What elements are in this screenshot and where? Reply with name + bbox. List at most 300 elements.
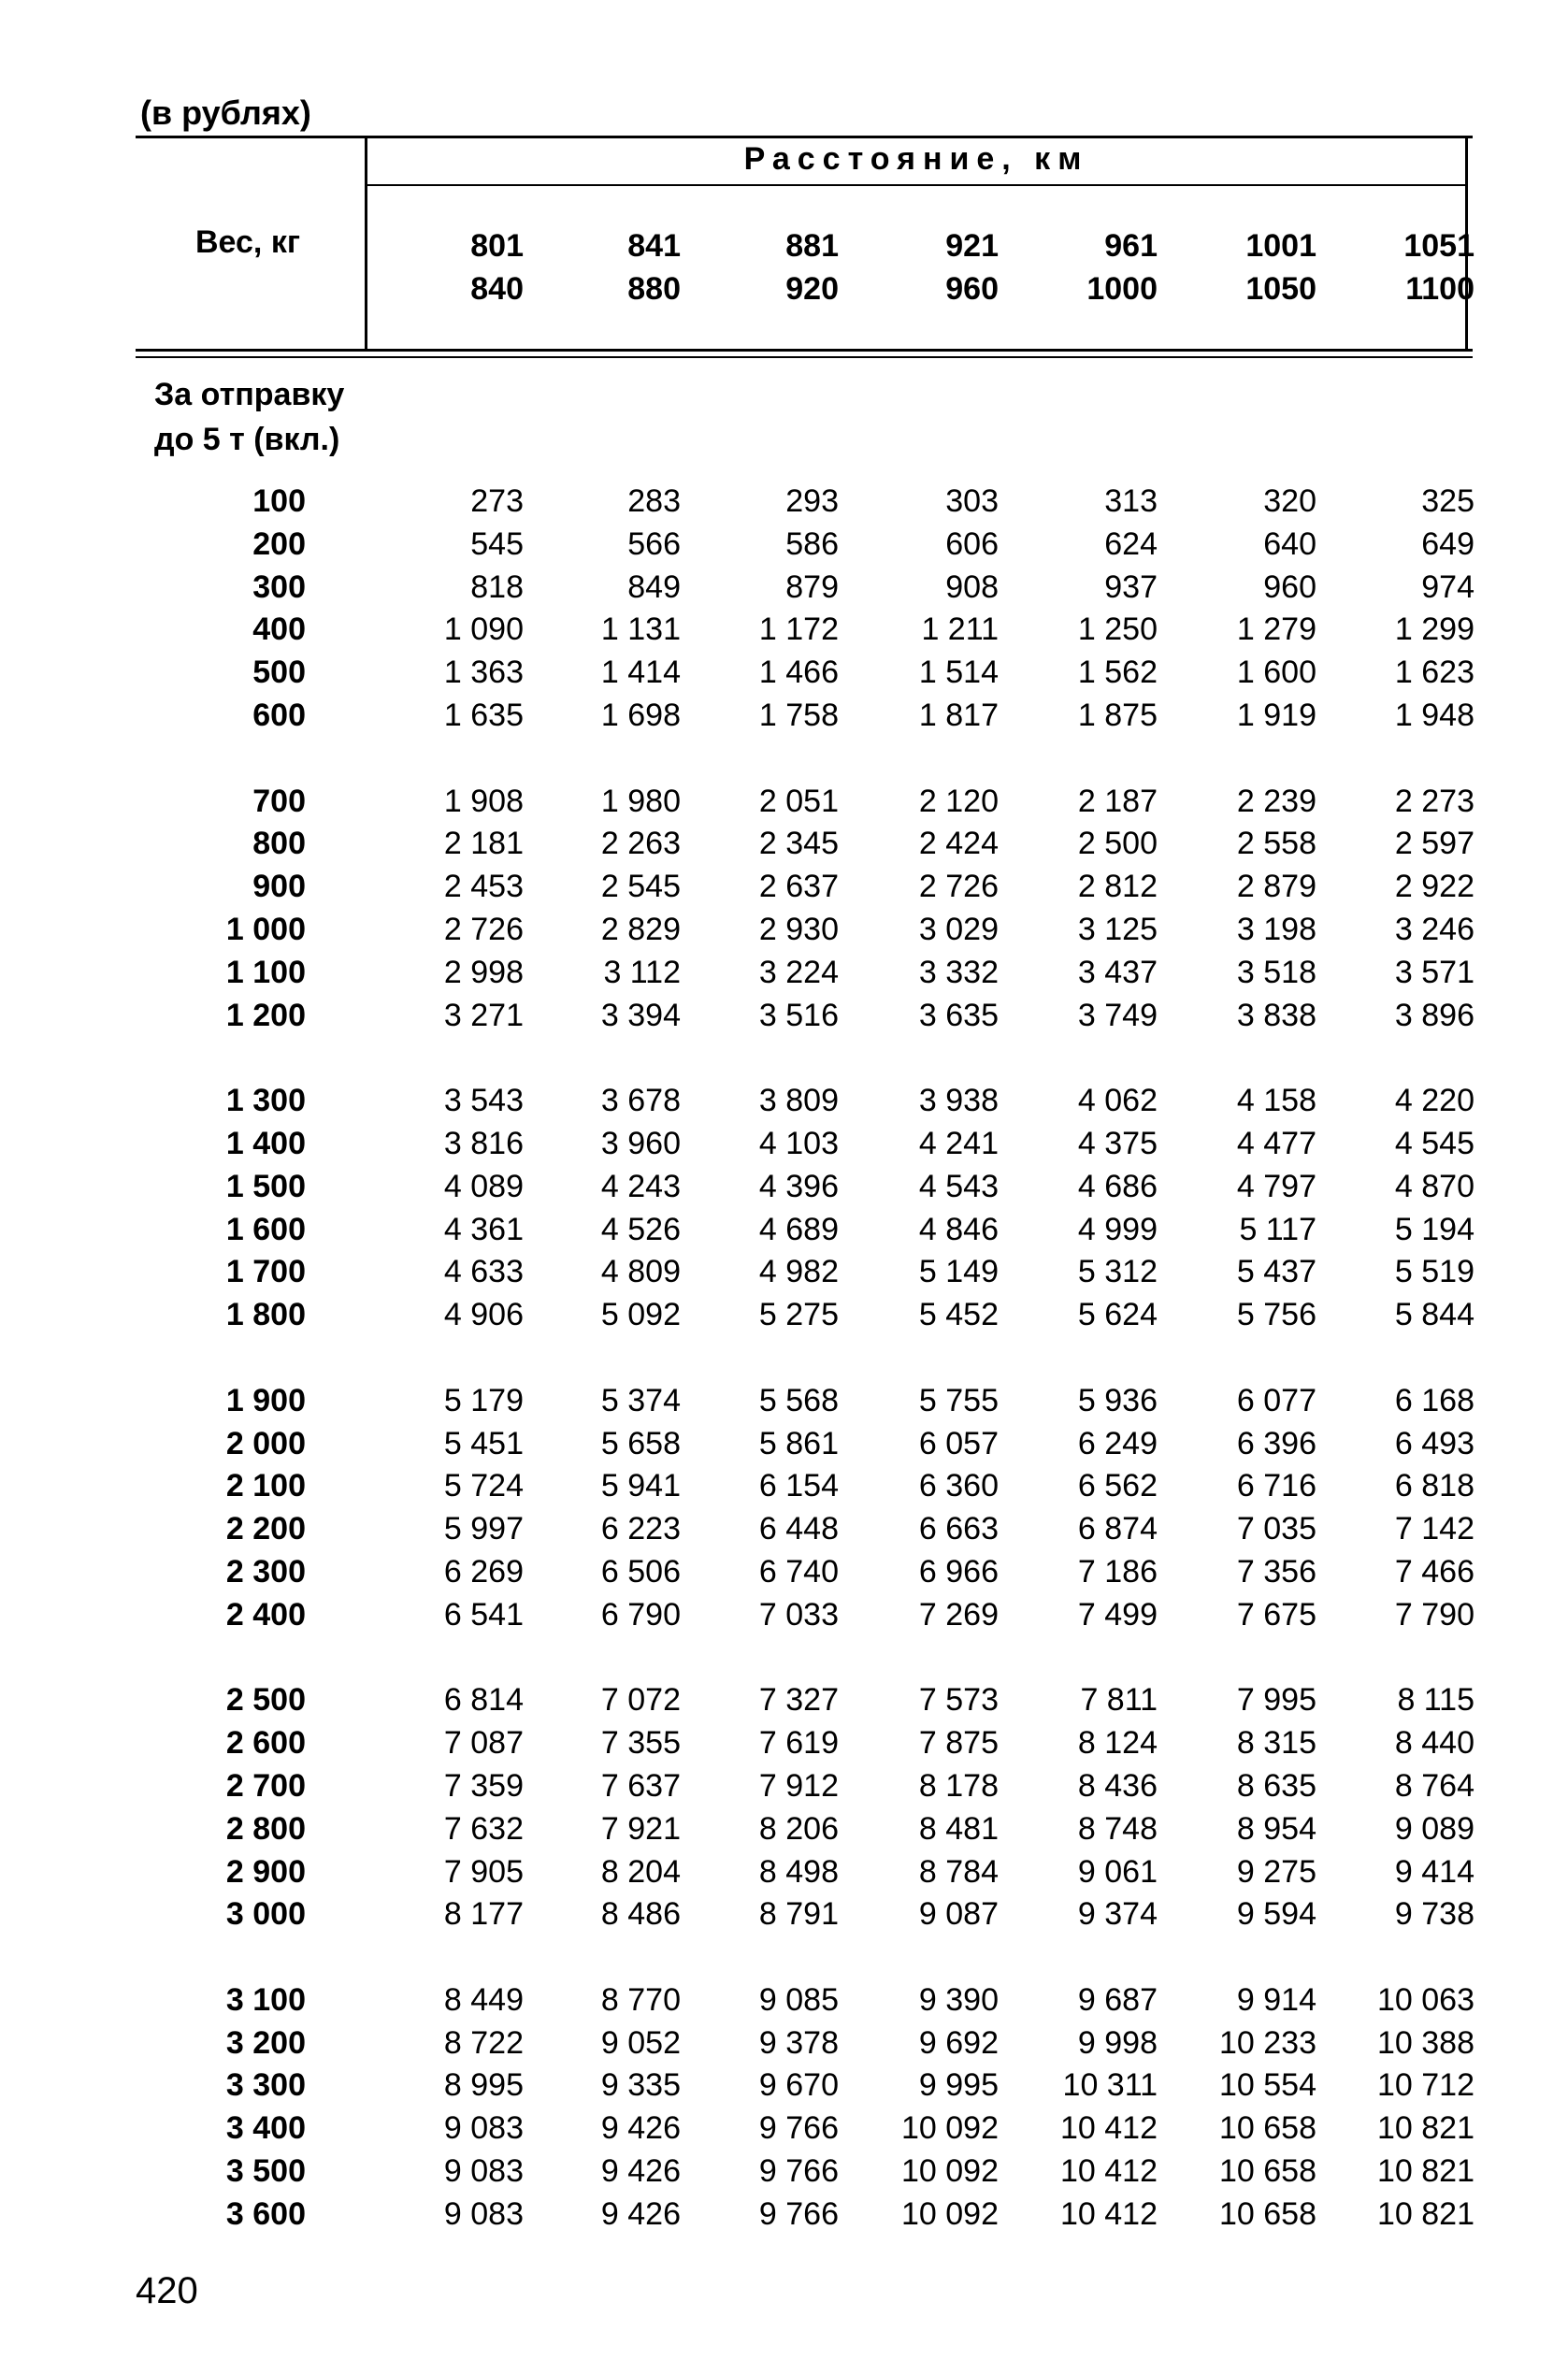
- price-cell: 9 275: [1236, 1853, 1316, 1890]
- table-row: [0, 695, 1568, 738]
- price-cell: 5 755: [918, 1382, 999, 1418]
- price-cell: 9 378: [758, 2024, 839, 2061]
- distance-range-4: [868, 224, 999, 310]
- price-cell: 10 063: [1377, 1981, 1474, 2018]
- price-cell: 325: [1421, 483, 1474, 519]
- price-cell: 3 678: [600, 1083, 681, 1119]
- price-cell: 2 239: [1236, 783, 1316, 819]
- price-cell: 7 072: [600, 1682, 681, 1719]
- distance-range-from: 801: [470, 228, 524, 264]
- price-cell: 7 466: [1394, 1553, 1474, 1590]
- table-row: [0, 1209, 1568, 1252]
- price-cell: 1 698: [600, 697, 681, 733]
- price-cell: 10 412: [1060, 2153, 1158, 2190]
- distance-range-3: [708, 224, 839, 310]
- price-cell: 7 811: [1080, 1682, 1158, 1719]
- price-cell: 6 874: [1077, 1511, 1158, 1547]
- table-header: [136, 136, 1473, 360]
- price-cell: 303: [945, 483, 999, 519]
- table-row: [0, 1423, 1568, 1466]
- distance-range-from: 841: [627, 228, 681, 264]
- group-spacer: [0, 1637, 1568, 1680]
- price-cell: 5 658: [600, 1425, 681, 1461]
- price-cell: 3 809: [758, 1083, 839, 1119]
- price-cell: 5 374: [600, 1382, 681, 1418]
- price-cell: 1 514: [918, 655, 999, 691]
- price-cell: 7 675: [1236, 1596, 1316, 1633]
- price-cell: 9 914: [1236, 1981, 1316, 2018]
- price-cell: 1 980: [600, 783, 681, 819]
- price-cell: 8 204: [600, 1853, 681, 1890]
- price-cell: 1 211: [921, 611, 999, 648]
- distance-range-1: [393, 224, 524, 310]
- price-cell: 320: [1263, 483, 1316, 519]
- price-cell: 879: [785, 568, 839, 605]
- group-spacer: [0, 738, 1568, 781]
- price-cell: 908: [945, 568, 999, 605]
- price-cell: 5 844: [1394, 1297, 1474, 1333]
- weight-cell: 2 900: [225, 1853, 306, 1890]
- weight-cell: 900: [252, 869, 306, 905]
- weight-cell: 500: [252, 655, 306, 691]
- price-cell: 8 995: [443, 2067, 524, 2104]
- price-cell: 6 740: [758, 1553, 839, 1590]
- group-spacer: [0, 1337, 1568, 1380]
- price-cell: 6 223: [600, 1511, 681, 1547]
- price-cell: 8 486: [600, 1896, 681, 1933]
- price-cell: 2 637: [758, 869, 839, 905]
- table-row: [0, 1380, 1568, 1423]
- price-cell: 4 396: [758, 1168, 839, 1204]
- price-cell: 3 938: [918, 1083, 999, 1119]
- table-row: [0, 995, 1568, 1038]
- table-row: [0, 1251, 1568, 1294]
- price-cell: 4 689: [758, 1211, 839, 1247]
- price-cell: 9 083: [443, 2195, 524, 2232]
- price-cell: 5 092: [600, 1297, 681, 1333]
- price-cell: 3 896: [1394, 997, 1474, 1033]
- price-cell: 6 790: [600, 1596, 681, 1633]
- weight-cell: 3 300: [225, 2067, 306, 2104]
- price-cell: 640: [1263, 525, 1316, 562]
- table-row: [0, 1722, 1568, 1765]
- price-cell: 4 477: [1236, 1125, 1316, 1161]
- price-cell: 8 770: [600, 1981, 681, 2018]
- price-cell: 293: [785, 483, 839, 519]
- price-cell: 9 083: [443, 2110, 524, 2147]
- price-cell: 3 125: [1077, 911, 1158, 947]
- price-cell: 5 568: [758, 1382, 839, 1418]
- weight-cell: 1 100: [225, 954, 306, 990]
- weight-column-header: Вес, кг: [195, 224, 300, 260]
- price-cell: 4 545: [1394, 1125, 1474, 1161]
- page-number: 420: [136, 2270, 198, 2311]
- weight-cell: 200: [252, 525, 306, 562]
- price-cell: 7 921: [600, 1810, 681, 1847]
- weight-cell: 2 300: [225, 1553, 306, 1590]
- price-cell: 10 658: [1219, 2153, 1316, 2190]
- price-cell: 7 499: [1077, 1596, 1158, 1633]
- price-cell: 8 206: [758, 1810, 839, 1847]
- price-cell: 6 663: [918, 1511, 999, 1547]
- table-row: [0, 1765, 1568, 1808]
- price-cell: 4 089: [443, 1168, 524, 1204]
- weight-cell: 1 500: [225, 1168, 306, 1204]
- price-cell: 7 186: [1077, 1553, 1158, 1590]
- distance-header: Расстояние, км: [743, 141, 1089, 177]
- price-cell: 2 812: [1077, 869, 1158, 905]
- price-cell: 5 194: [1394, 1211, 1474, 1247]
- price-cell: 3 749: [1077, 997, 1158, 1033]
- price-cell: 8 748: [1077, 1810, 1158, 1847]
- table-row: [0, 2022, 1568, 2065]
- tariff-table: [0, 481, 1568, 2237]
- weight-cell: 3 500: [225, 2153, 306, 2190]
- price-cell: 4 870: [1394, 1168, 1474, 1204]
- price-cell: 2 263: [600, 826, 681, 862]
- price-cell: 566: [627, 525, 681, 562]
- price-cell: 4 797: [1236, 1168, 1316, 1204]
- price-cell: 4 809: [600, 1254, 681, 1290]
- price-cell: 4 543: [918, 1168, 999, 1204]
- price-cell: 10 554: [1219, 2067, 1316, 2104]
- price-cell: 8 440: [1394, 1725, 1474, 1762]
- price-cell: 5 312: [1077, 1254, 1158, 1290]
- price-cell: 8 722: [443, 2024, 524, 2061]
- weight-cell: 2 200: [225, 1511, 306, 1547]
- price-cell: 586: [785, 525, 839, 562]
- price-cell: 1 363: [443, 655, 524, 691]
- price-cell: 8 177: [443, 1896, 524, 1933]
- price-cell: 9 089: [1394, 1810, 1474, 1847]
- price-cell: 5 997: [443, 1511, 524, 1547]
- price-cell: 1 250: [1077, 611, 1158, 648]
- price-cell: 4 103: [758, 1125, 839, 1161]
- price-cell: 8 315: [1236, 1725, 1316, 1762]
- distance-range-to: 1100: [1405, 271, 1474, 307]
- price-cell: 9 083: [443, 2153, 524, 2190]
- price-cell: 5 117: [1239, 1211, 1316, 1247]
- price-cell: 624: [1104, 525, 1158, 562]
- price-cell: 1 600: [1236, 655, 1316, 691]
- price-cell: 3 224: [758, 954, 839, 990]
- price-cell: 6 396: [1236, 1425, 1316, 1461]
- price-cell: 1 908: [443, 783, 524, 819]
- table-row: [0, 1893, 1568, 1936]
- price-cell: 2 273: [1394, 783, 1474, 819]
- price-cell: 6 818: [1394, 1468, 1474, 1504]
- header-bottom-rule-2: [136, 356, 1473, 358]
- price-cell: 6 269: [443, 1553, 524, 1590]
- weight-cell: 300: [252, 568, 306, 605]
- price-cell: 8 954: [1236, 1810, 1316, 1847]
- price-cell: 9 687: [1077, 1981, 1158, 2018]
- price-cell: 3 518: [1236, 954, 1316, 990]
- price-cell: 5 452: [918, 1297, 999, 1333]
- table-row: [0, 1294, 1568, 1337]
- price-cell: 3 029: [918, 911, 999, 947]
- weight-cell: 100: [252, 483, 306, 519]
- price-cell: 4 220: [1394, 1083, 1474, 1119]
- weight-cell: 2 400: [225, 1596, 306, 1633]
- price-cell: 3 437: [1077, 954, 1158, 990]
- price-cell: 9 766: [758, 2110, 839, 2147]
- weight-cell: 800: [252, 826, 306, 862]
- price-cell: 5 437: [1236, 1254, 1316, 1290]
- price-cell: 2 998: [443, 954, 524, 990]
- table-row: [0, 2065, 1568, 2108]
- price-cell: 8 124: [1077, 1725, 1158, 1762]
- weight-cell: 1 600: [225, 1211, 306, 1247]
- distance-range-to: 840: [470, 271, 524, 307]
- table-row: [0, 2151, 1568, 2194]
- price-cell: 4 633: [443, 1254, 524, 1290]
- weight-cell: 3 000: [225, 1896, 306, 1933]
- price-cell: 4 241: [918, 1125, 999, 1161]
- weight-cell: 1 900: [225, 1382, 306, 1418]
- price-cell: 3 516: [758, 997, 839, 1033]
- price-cell: 3 543: [443, 1083, 524, 1119]
- weight-cell: 1 400: [225, 1125, 306, 1161]
- price-cell: 849: [627, 568, 681, 605]
- price-cell: 606: [945, 525, 999, 562]
- price-cell: 9 426: [600, 2195, 681, 2232]
- table-row: [0, 781, 1568, 824]
- price-cell: 4 243: [600, 1168, 681, 1204]
- price-cell: 7 995: [1236, 1682, 1316, 1719]
- price-cell: 10 092: [901, 2153, 999, 2190]
- table-row: [0, 1166, 1568, 1209]
- price-cell: 4 361: [443, 1211, 524, 1247]
- price-cell: 10 821: [1377, 2153, 1474, 2190]
- price-cell: 10 388: [1377, 2024, 1474, 2061]
- price-cell: 5 724: [443, 1468, 524, 1504]
- price-cell: 3 838: [1236, 997, 1316, 1033]
- price-cell: 4 906: [443, 1297, 524, 1333]
- price-cell: 1 875: [1077, 697, 1158, 733]
- price-cell: 1 919: [1236, 697, 1316, 733]
- price-cell: 9 087: [918, 1896, 999, 1933]
- price-cell: 818: [470, 568, 524, 605]
- distance-range-6: [1186, 224, 1316, 310]
- weight-cell: 3 200: [225, 2024, 306, 2061]
- distance-range-to: 880: [627, 271, 681, 307]
- price-cell: 9 426: [600, 2110, 681, 2147]
- weight-cell: 2 000: [225, 1425, 306, 1461]
- price-cell: 6 966: [918, 1553, 999, 1590]
- section-title-line-1: За отправку: [154, 377, 345, 412]
- table-row: [0, 1594, 1568, 1637]
- price-cell: 1 635: [443, 697, 524, 733]
- distance-range-5: [1027, 224, 1158, 310]
- price-cell: 8 449: [443, 1981, 524, 2018]
- table-row: [0, 1979, 1568, 2022]
- price-cell: 3 394: [600, 997, 681, 1033]
- price-cell: 1 172: [758, 611, 839, 648]
- price-cell: 6 168: [1394, 1382, 1474, 1418]
- price-cell: 9 052: [600, 2024, 681, 2061]
- price-cell: 8 764: [1394, 1767, 1474, 1804]
- distance-range-to: 1050: [1245, 271, 1316, 307]
- distance-header-rule: [367, 184, 1465, 186]
- price-cell: 9 670: [758, 2067, 839, 2104]
- price-cell: 7 087: [443, 1725, 524, 1762]
- table-row: [0, 823, 1568, 866]
- weight-cell: 1 700: [225, 1254, 306, 1290]
- table-row: [0, 1080, 1568, 1123]
- price-cell: 2 424: [918, 826, 999, 862]
- price-cell: 4 158: [1236, 1083, 1316, 1119]
- weight-cell: 3 100: [225, 1981, 306, 2018]
- group-spacer: [0, 1037, 1568, 1080]
- weight-cell: 2 600: [225, 1725, 306, 1762]
- price-cell: 2 726: [918, 869, 999, 905]
- price-cell: 10 412: [1060, 2110, 1158, 2147]
- price-cell: 2 500: [1077, 826, 1158, 862]
- price-cell: 6 506: [600, 1553, 681, 1590]
- price-cell: 8 635: [1236, 1767, 1316, 1804]
- price-cell: 7 637: [600, 1767, 681, 1804]
- distance-range-2: [550, 224, 681, 310]
- price-cell: 10 821: [1377, 2110, 1474, 2147]
- price-cell: 9 414: [1394, 1853, 1474, 1890]
- price-cell: 2 558: [1236, 826, 1316, 862]
- weight-cell: 1 000: [225, 911, 306, 947]
- price-cell: 2 930: [758, 911, 839, 947]
- price-cell: 9 692: [918, 2024, 999, 2061]
- price-cell: 649: [1421, 525, 1474, 562]
- price-cell: 8 436: [1077, 1767, 1158, 1804]
- price-cell: 273: [470, 483, 524, 519]
- price-cell: 5 451: [443, 1425, 524, 1461]
- section-title: [154, 372, 344, 462]
- price-cell: 7 035: [1236, 1511, 1316, 1547]
- price-cell: 1 299: [1394, 611, 1474, 648]
- price-cell: 9 995: [918, 2067, 999, 2104]
- price-cell: 9 374: [1077, 1896, 1158, 1933]
- distance-range-from: 961: [1104, 228, 1158, 264]
- price-cell: 2 545: [600, 869, 681, 905]
- price-cell: 2 187: [1077, 783, 1158, 819]
- distance-range-to: 960: [945, 271, 999, 307]
- price-cell: 7 619: [758, 1725, 839, 1762]
- price-cell: 2 726: [443, 911, 524, 947]
- table-row: [0, 866, 1568, 909]
- price-cell: 1 758: [758, 697, 839, 733]
- price-cell: 3 271: [443, 997, 524, 1033]
- price-cell: 960: [1263, 568, 1316, 605]
- table-row: [0, 652, 1568, 695]
- price-cell: 6 057: [918, 1425, 999, 1461]
- price-cell: 7 355: [600, 1725, 681, 1762]
- table-row: [0, 1808, 1568, 1851]
- table-row: [0, 524, 1568, 567]
- price-cell: 1 817: [918, 697, 999, 733]
- price-cell: 5 941: [600, 1468, 681, 1504]
- header-bottom-rule: [136, 349, 1473, 352]
- price-cell: 3 635: [918, 997, 999, 1033]
- distance-range-7: [1344, 224, 1474, 310]
- price-cell: 1 466: [758, 655, 839, 691]
- price-cell: 2 181: [443, 826, 524, 862]
- price-cell: 4 526: [600, 1211, 681, 1247]
- price-cell: 7 142: [1394, 1511, 1474, 1547]
- price-cell: 4 846: [918, 1211, 999, 1247]
- weight-cell: 400: [252, 611, 306, 648]
- price-cell: 1 562: [1077, 655, 1158, 691]
- price-cell: 1 131: [600, 611, 681, 648]
- table-row: [0, 909, 1568, 952]
- price-cell: 7 912: [758, 1767, 839, 1804]
- price-cell: 5 936: [1077, 1382, 1158, 1418]
- price-cell: 10 658: [1219, 2110, 1316, 2147]
- price-cell: 6 716: [1236, 1468, 1316, 1504]
- price-cell: 4 999: [1077, 1211, 1158, 1247]
- distance-range-from: 921: [945, 228, 999, 264]
- price-cell: 6 814: [443, 1682, 524, 1719]
- price-cell: 5 861: [758, 1425, 839, 1461]
- price-cell: 7 033: [758, 1596, 839, 1633]
- table-row: [0, 2108, 1568, 2151]
- price-cell: 9 594: [1236, 1896, 1316, 1933]
- weight-cell: 2 100: [225, 1468, 306, 1504]
- weight-cell: 1 200: [225, 997, 306, 1033]
- price-cell: 4 982: [758, 1254, 839, 1290]
- price-cell: 7 356: [1236, 1553, 1316, 1590]
- price-cell: 1 623: [1394, 655, 1474, 691]
- price-cell: 3 332: [918, 954, 999, 990]
- weight-cell: 2 500: [225, 1682, 306, 1719]
- table-row: [0, 1851, 1568, 1894]
- price-cell: 5 756: [1236, 1297, 1316, 1333]
- price-cell: 1 090: [443, 611, 524, 648]
- price-cell: 7 573: [918, 1682, 999, 1719]
- price-cell: 8 791: [758, 1896, 839, 1933]
- table-row: [0, 567, 1568, 610]
- price-cell: 3 960: [600, 1125, 681, 1161]
- price-cell: 8 481: [918, 1810, 999, 1847]
- price-cell: 6 562: [1077, 1468, 1158, 1504]
- distance-range-from: 881: [785, 228, 839, 264]
- price-cell: 4 375: [1077, 1125, 1158, 1161]
- price-cell: 2 120: [918, 783, 999, 819]
- price-cell: 3 816: [443, 1125, 524, 1161]
- price-cell: 9 766: [758, 2153, 839, 2190]
- price-cell: 10 311: [1062, 2067, 1158, 2104]
- price-cell: 10 092: [901, 2195, 999, 2232]
- price-cell: 313: [1104, 483, 1158, 519]
- price-cell: 2 453: [443, 869, 524, 905]
- price-cell: 974: [1421, 568, 1474, 605]
- price-cell: 9 390: [918, 1981, 999, 2018]
- table-row: [0, 1123, 1568, 1166]
- price-cell: 10 821: [1377, 2195, 1474, 2232]
- distance-range-to: 920: [785, 271, 839, 307]
- price-cell: 937: [1104, 568, 1158, 605]
- price-cell: 5 519: [1394, 1254, 1474, 1290]
- price-cell: 2 051: [758, 783, 839, 819]
- price-cell: 6 077: [1236, 1382, 1316, 1418]
- price-cell: 4 686: [1077, 1168, 1158, 1204]
- price-cell: 9 998: [1077, 2024, 1158, 2061]
- price-cell: 7 359: [443, 1767, 524, 1804]
- price-cell: 9 061: [1077, 1853, 1158, 1890]
- price-cell: 6 448: [758, 1511, 839, 1547]
- table-row: [0, 609, 1568, 652]
- price-cell: 7 790: [1394, 1596, 1474, 1633]
- price-cell: 2 345: [758, 826, 839, 862]
- price-cell: 10 658: [1219, 2195, 1316, 2232]
